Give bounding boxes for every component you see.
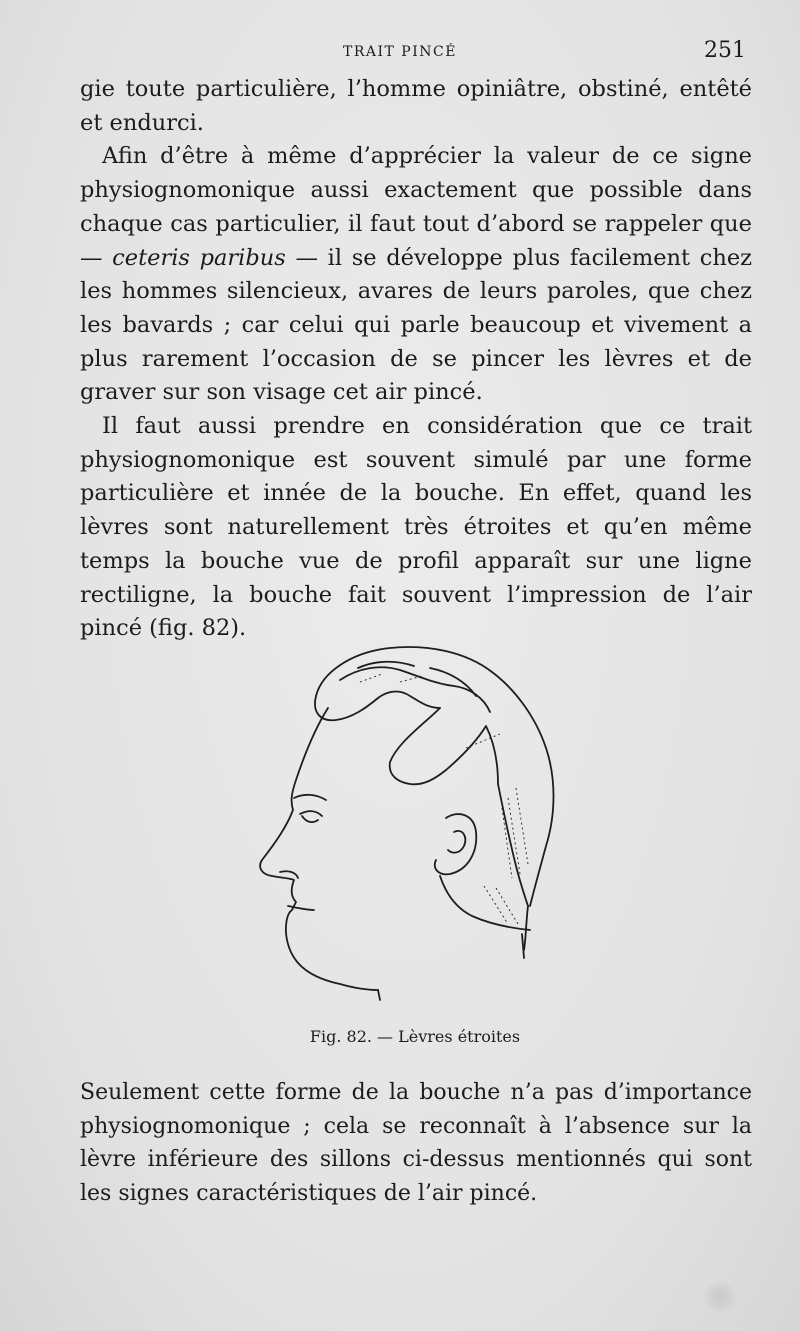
jaw-line	[378, 990, 380, 1000]
latin-phrase: ceteris paribus	[112, 244, 286, 271]
page-number: 251	[704, 38, 746, 63]
ear-outline	[435, 814, 476, 874]
figure-82-illustration	[240, 638, 590, 1010]
body-text-top	[80, 73, 752, 646]
paragraph-simulated-trait: Il faut aussi prendre en considération que ce trait physiognomonique est souvent simulé par une forme particulière et innée de la bouche. En effet, quand les lèvres sont naturellement très étroites et qu’en même temps la bouche vue de profil apparaît sur une ligne rectiligne, la bouche fait souvent l’impression de l’air pincé (fig. 82).	[80, 413, 752, 642]
hair-side	[390, 708, 446, 784]
nape-line	[440, 876, 530, 930]
figure-caption: Fig. 82. — Lèvres étroites	[309, 1027, 521, 1046]
hair-hatching	[496, 888, 518, 924]
hair-hatching	[360, 674, 382, 682]
ear-inner	[448, 831, 465, 853]
eyebrow-line	[294, 795, 326, 800]
running-title: TRAIT PINCÉ	[343, 44, 457, 60]
paragraph-ceteris-paribus	[80, 140, 752, 410]
hair-wave	[340, 667, 490, 712]
hair-hatching	[516, 788, 528, 864]
neck-back-line	[522, 934, 524, 958]
running-head	[0, 38, 800, 68]
paragraph-continued: gie toute particulière, l’homme opiniâtre, obstiné, entêté et endurci.	[80, 76, 752, 136]
hair-hatching	[484, 886, 508, 924]
hair-side	[446, 726, 498, 784]
paragraph-text-before: Afin d’être à même d’apprécier la valeur de ce signe physiognomonique aussi exactement que possible dans chaque cas particulier, il faut tout d’abord se rappeler que —	[80, 143, 752, 271]
eye-line	[300, 811, 322, 822]
hair-front-curl	[315, 692, 440, 721]
paragraph-conclusion: Seulement cette forme de la bouche n’a pas d’importance physiognomonique ; cela se reconnaît à l’absence sur la lèvre inférieure des sillons ci-dessus mentionnés qui sont les signes caractéristiques de l’air pincé.	[80, 1080, 752, 1207]
nape-line	[498, 784, 528, 906]
profile-head-drawing	[240, 638, 590, 1010]
body-text-bottom	[80, 1076, 752, 1211]
face-profile-line	[260, 708, 378, 990]
paper-stain	[700, 1282, 740, 1312]
paragraph-text-after: — il se développe plus facilement chez les hommes silencieux, avares de leurs paroles, que chez les bavards ; car celui qui parle beaucoup et vivement a plus rarement l’occasion de se pincer les lèvres et de graver sur son visage cet air pincé.	[80, 244, 752, 406]
neck-back-line	[524, 906, 528, 950]
hair-hatching	[466, 734, 500, 748]
